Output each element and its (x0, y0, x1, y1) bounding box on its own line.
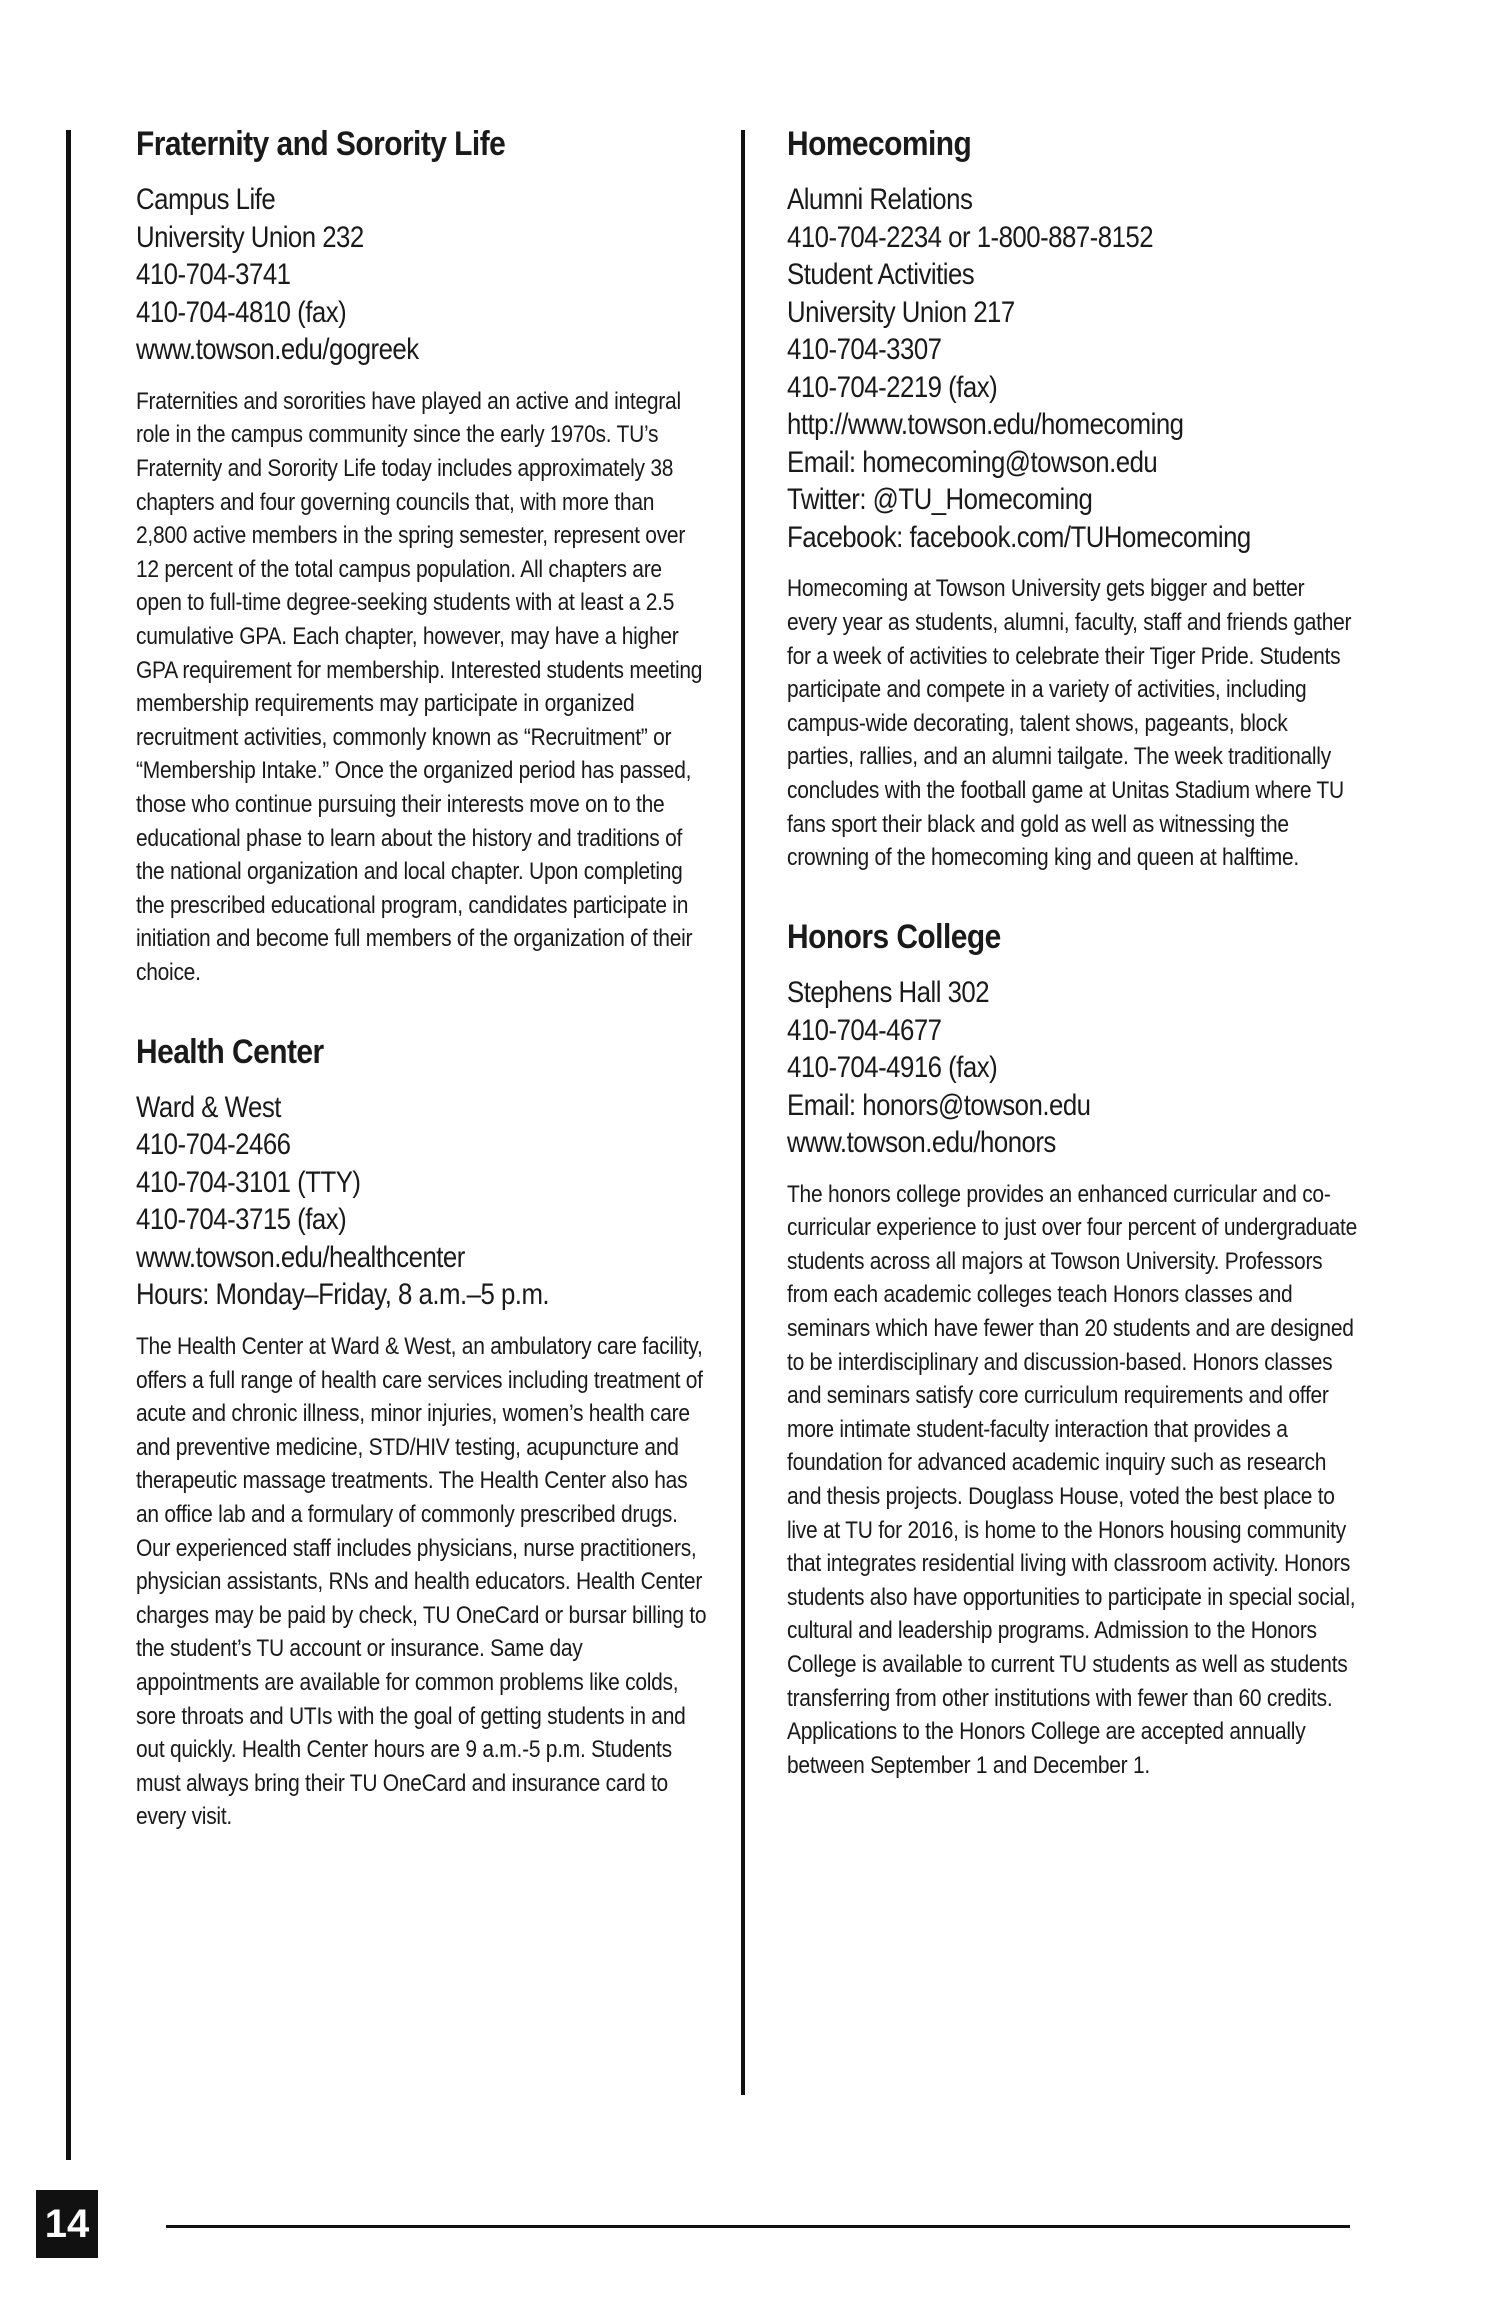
left-column (136, 126, 716, 1878)
contact-hours: Hours: Monday–Friday, 8 a.m.–5 p.m. (136, 1278, 550, 1312)
right-column (787, 126, 1367, 1826)
honors-body: The honors college provides an enhanced curricular and co-curricular experience to just over four percent of undergraduate students across all majors at Towson University. Professors from each academic colleges teach Honors classes and seminars which have fewer than 20 students and are designed to be interdisciplinary and discussion-based. Honors classes and seminars satisfy core curriculum requirements and offer more intimate student-faculty interaction that provides a foundation for advanced academic inquiry such as research and thesis projects. Douglass House, voted the best place to live at TU for 2016, is home to the Honors housing community that integrates residential living with classroom activity. Honors students also have opportunities to participate in special social, cultural and leadership programs. Admission to the Honors College is available to current TU students as well as students transferring from other institutions with fewer than 60 credits. Applications to the Honors College are accepted annually between September 1 and December 1. (787, 1180, 1357, 1779)
honors-title: Honors College (787, 917, 1001, 956)
fraternity-contact (136, 181, 716, 369)
contact-phone: 410-704-3741 (136, 258, 291, 292)
contact-phone: 410-704-2466 (136, 1128, 291, 1162)
contact-website[interactable]: www.towson.edu/healthcenter (136, 1240, 465, 1274)
contact-phone: 410-704-2234 or 1-800-887-8152 (787, 220, 1154, 254)
homecoming-section (787, 126, 1367, 875)
honors-contact (787, 974, 1367, 1162)
contact-website[interactable]: www.towson.edu/gogreek (136, 333, 419, 367)
fraternity-section (136, 126, 716, 990)
fraternity-title: Fraternity and Sorority Life (136, 125, 506, 163)
fraternity-body: Fraternities and sororities have played an active and integral role in the campus community since the early 1970s. TU’s Fraternity and Sorority Life today includes approximately 38 chapters and four governing councils that, with more than 2,800 active members in the spring semester, represent over 12 percent of the total campus population. All chapters are open to full-time degree-seeking students with at least a 2.5 cumulative GPA. Each chapter, however, may have a higher GPA requirement for membership. Interested students meeting membership requirements may participate in organized recruitment activities, commonly known as “Recruitment” or “Membership Intake.” Once the organized period has passed, those who continue pursuing their interests move on to the educational phase to learn about the history and traditions of the national organization and local chapter. Upon completing the prescribed educational program, candidates participate in initiation and become full members of the organization of their choice. (136, 387, 703, 986)
left-margin-rule (66, 130, 71, 2160)
health-title: Health Center (136, 1032, 324, 1071)
page-number: 14 (36, 2190, 98, 2258)
contact-line: University Union 232 (136, 220, 364, 254)
contact-line: Student Activities (787, 258, 975, 292)
contact-tty: 410-704-3101 (TTY) (136, 1165, 361, 1199)
homecoming-title: Homecoming (787, 125, 972, 163)
contact-fax: 410-704-3715 (fax) (136, 1203, 347, 1237)
contact-website[interactable]: www.towson.edu/honors (787, 1126, 1056, 1160)
contact-line: Campus Life (136, 183, 276, 217)
contact-facebook[interactable]: Facebook: facebook.com/TUHomecoming (787, 520, 1251, 554)
contact-fax: 410-704-2219 (fax) (787, 370, 998, 404)
contact-line: Stephens Hall 302 (787, 976, 990, 1010)
homecoming-contact (787, 181, 1367, 556)
contact-fax: 410-704-4810 (fax) (136, 295, 347, 329)
honors-section (787, 919, 1367, 1783)
health-contact (136, 1089, 716, 1314)
contact-fax: 410-704-4916 (fax) (787, 1051, 998, 1085)
contact-email[interactable]: Email: homecoming@towson.edu (787, 445, 1158, 479)
contact-line: Ward & West (136, 1090, 281, 1124)
health-body: The Health Center at Ward & West, an ambulatory care facility, offers a full range of health care services including treatment of acute and chronic illness, minor injuries, women’s health care and preventive medicine, STD/HIV testing, acupuncture and therapeutic massage treatments. The Health Center also has an office lab and a formulary of commonly prescribed drugs. Our experienced staff includes physicians, nurse practitioners, physician assistants, RNs and health educators. Health Center charges may be paid by check, TU OneCard or bursar billing to the student’s TU account or insurance. Same day appointments are available for common problems like colds, sore throats and UTIs with the goal of getting students in and out quickly. Health Center hours are 9 a.m.-5 p.m. Students must always bring their TU OneCard and insurance card to every visit. (136, 1332, 707, 1831)
column-divider (741, 130, 745, 2095)
contact-twitter[interactable]: Twitter: @TU_Homecoming (787, 483, 1093, 517)
contact-email[interactable]: Email: honors@towson.edu (787, 1088, 1091, 1122)
contact-website[interactable]: http://www.towson.edu/homecoming (787, 408, 1184, 442)
contact-line: Alumni Relations (787, 183, 973, 217)
contact-line: University Union 217 (787, 295, 1015, 329)
contact-phone: 410-704-4677 (787, 1013, 942, 1047)
footer-rule (166, 2225, 1350, 2228)
contact-phone: 410-704-3307 (787, 333, 942, 367)
health-section (136, 1034, 716, 1834)
homecoming-body: Homecoming at Towson University gets bigger and better every year as students, alumni, faculty, staff and friends gather for a week of activities to celebrate their Tiger Pride. Students participate and compete in a variety of activities, including campus-wide decorating, talent shows, pageants, block parties, rallies, and an alumni tailgate. The week traditionally concludes with the football game at Unitas Stadium where TU fans sport their black and gold as well as witnessing the crowning of the homecoming king and queen at halftime. (787, 575, 1352, 872)
